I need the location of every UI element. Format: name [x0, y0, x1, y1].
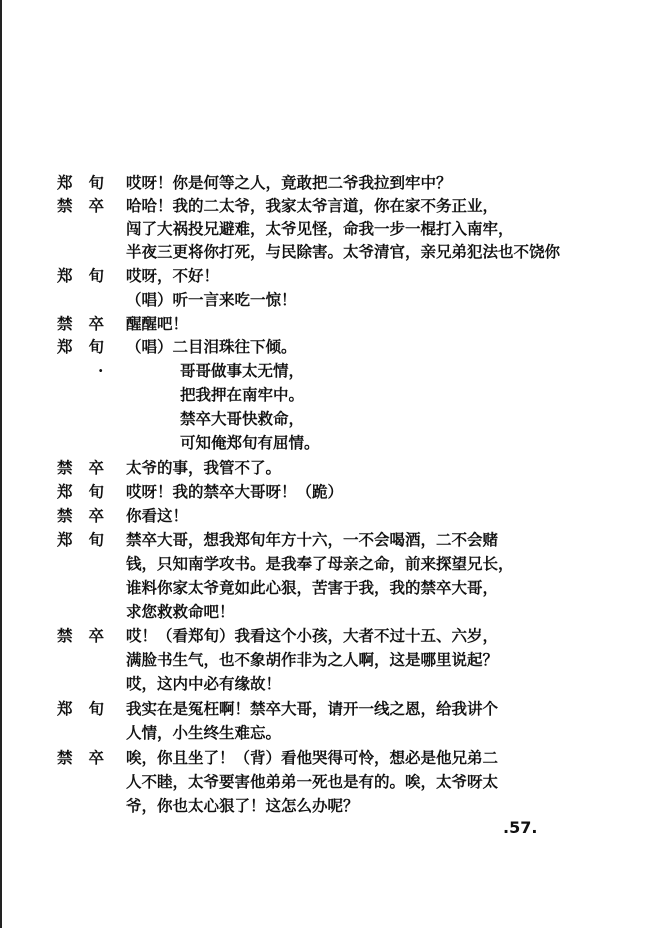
dialogue-text: 求您救救命吧！: [126, 602, 235, 621]
dialogue-text: 禁卒大哥，想我郑旬年方十六，一不会喝酒，二不会赌: [126, 530, 499, 549]
dialogue-text: （唱）听一言来吃一惊！: [126, 290, 297, 309]
page-number: .57.: [503, 818, 538, 837]
speaker-label: 郑旬: [57, 530, 121, 549]
dialogue-text: 我实在是冤枉啊！禁卒大哥，请开一线之恩，给我讲个: [126, 699, 499, 718]
speaker-label: 禁卒: [57, 196, 121, 215]
dialogue-text: 你看这！: [126, 506, 189, 525]
dialogue-text: 哎！（看郑旬）我看这个小孩，大者不过十五、六岁，: [126, 626, 499, 645]
dialogue-text: 满脸书生气，也不象胡作非为之人啊，这是哪里说起？: [126, 650, 499, 669]
dialogue-text: 哥哥做事太无情，: [180, 361, 305, 380]
dialogue-text: 唉，你且坐了！（背）看他哭得可怜，想必是他兄弟二: [126, 748, 499, 767]
dialogue-text: 哎呀！你是何等之人，竟敢把二爷我拉到牢中？: [126, 173, 452, 192]
dialogue-text: 人不睦，太爷要害他弟弟一死也是有的。唉，太爷呀太: [126, 772, 499, 791]
speaker-label: 郑旬: [57, 699, 121, 718]
dialogue-text: 哎呀，不好！: [126, 266, 220, 285]
dialogue-text: 爷，你也太心狠了！这怎么办呢？: [126, 796, 359, 815]
speaker-label: 郑旬: [57, 266, 121, 285]
speaker-label: 禁卒: [57, 748, 121, 767]
dialogue-text: 把我押在南牢中。: [180, 385, 305, 404]
speaker-label: 郑旬: [57, 337, 121, 356]
dialogue-text: 可知俺郑旬有屈情。: [180, 433, 320, 452]
dialogue-text: 醒醒吧！: [126, 314, 189, 333]
dialogue-text: 太爷的事，我管不了。: [126, 458, 282, 477]
dialogue-text: 谁料你家太爷竟如此心狠，苦害于我，我的禁卒大哥，: [126, 578, 499, 597]
speaker-label: 禁卒: [57, 506, 121, 525]
speaker-label: 郑旬: [57, 173, 121, 192]
dialogue-text: 闯了大祸投兄避难，太爷见怪，命我一步一棍打入南牢，: [126, 219, 514, 238]
dialogue-text: 禁卒大哥快救命，: [180, 409, 305, 428]
stray-mark: ·: [98, 361, 104, 380]
page-edge: [0, 0, 2, 928]
speaker-label: 禁卒: [57, 458, 121, 477]
dialogue-text: 哎，这内中必有缘故！: [126, 674, 282, 693]
dialogue-text: 哈哈！我的二太爷，我家太爷言道，你在家不务正业，: [126, 196, 499, 215]
dialogue-text: 哎呀！我的禁卒大哥呀！（跪）: [126, 482, 344, 501]
speaker-label: 禁卒: [57, 314, 121, 333]
dialogue-text: （唱）二目泪珠往下倾。: [126, 337, 297, 356]
speaker-label: 禁卒: [57, 626, 121, 645]
speaker-label: 郑旬: [57, 482, 121, 501]
dialogue-text: 半夜三更将你打死，与民除害。太爷清官，亲兄弟犯法也不饶你: [126, 242, 561, 261]
dialogue-text: 人情，小生终生难忘。: [126, 723, 282, 742]
dialogue-text: 钱，只知南学攻书。是我奉了母亲之命，前来探望兄长，: [126, 554, 514, 573]
